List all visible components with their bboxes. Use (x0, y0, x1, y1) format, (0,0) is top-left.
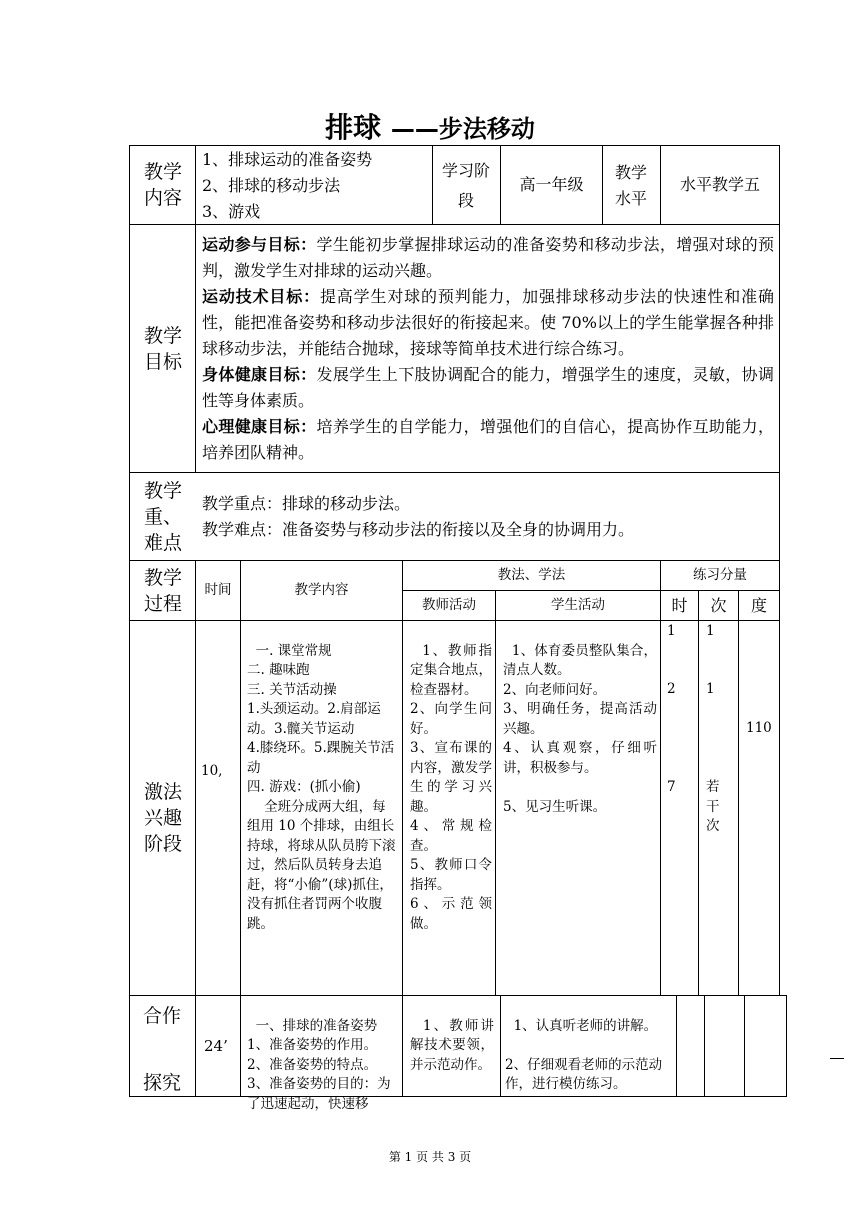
stage1-ci: 1 (706, 681, 715, 697)
row-divider (129, 472, 780, 473)
content-label: 教学内容 (143, 161, 182, 209)
stage2-label-top: 合作 (143, 1005, 182, 1027)
stage1-student: 1、体育委员整队集合，清点人数。 2、向老师问好。 3、明确任务，提高活动兴趣。 4、认真观察，仔细听讲，积极参与。 5、见习生听课。 (503, 642, 657, 815)
row-divider (129, 995, 787, 996)
title-sub: ——步法移动 (390, 115, 535, 143)
keypoint-focus: 教学重点：排球的移动步法。 (202, 494, 411, 513)
teacher-header: 教师活动 (422, 596, 476, 613)
content-item: 2、排球的移动步法 (202, 176, 341, 195)
col-divider (495, 590, 496, 995)
stage2-time: 24’ (204, 1037, 228, 1055)
content-item: 1、排球运动的准备姿势 (202, 150, 373, 169)
level-label: 教学水平 (614, 163, 647, 208)
stage2-teacher: 1、教师讲解技术要领，并示范动作。 (410, 1017, 494, 1073)
goal-item: 身体健康目标：发展学生上下肢协调配合的能力，增强学生的速度，灵敏，协调性等身体素质。 (202, 365, 774, 410)
stage1-shi: 2 (667, 681, 676, 697)
goal-heading: 运动技术目标： (202, 287, 320, 306)
table-border-right-upper (779, 145, 780, 995)
keypoints-label: 教学重、难点 (143, 479, 182, 554)
col-divider (738, 590, 739, 995)
level-value: 水平教学五 (679, 175, 760, 194)
goal-item: 运动参与目标：学生能初步掌握排球运动的准备姿势和移动步法，增强对球的预判，激发学生对排球的运动兴趣。 (202, 235, 774, 280)
col-divider (704, 995, 705, 1096)
table-border-right-lower (786, 995, 787, 1097)
stage1-du: 110 (746, 720, 772, 736)
goals-text (202, 232, 774, 466)
method-header: 教法、学法 (497, 566, 566, 583)
stage2-label-bottom: 探究 (143, 1072, 182, 1094)
time-header: 时间 (204, 581, 232, 598)
page-mark (830, 1058, 844, 1059)
row-divider (129, 620, 780, 621)
content-header: 教学内容 (294, 581, 349, 598)
page-footer: 第 1 页 共 3 页 (388, 1150, 472, 1164)
col-divider (240, 560, 241, 1096)
stage1-shi: 1 (667, 623, 676, 639)
col-divider (195, 560, 196, 1096)
ci-header: 次 (710, 595, 727, 615)
col-divider (698, 590, 699, 995)
col-divider (660, 560, 661, 995)
title-main: 排球 (325, 111, 382, 144)
student-header: 学生活动 (551, 596, 605, 613)
stage1-time: 10, (201, 763, 223, 779)
goal-heading: 心理健康目标： (202, 417, 317, 436)
goal-heading: 身体健康目标： (202, 365, 317, 384)
goal-item: 运动技术目标：提高学生对球的预判能力，加强排球移动步法的快速性和准确性，能把准备姿势和移动步法很好的衔接起来。使 70%以上的学生能掌握各种排球移动步法，并能结合抛球，接球等简单技术进行综合练习。 (202, 287, 774, 358)
stage1-shi: 7 (667, 779, 676, 795)
document-title (0, 106, 860, 146)
col-divider (500, 995, 501, 1096)
stage1-ci: 若 干 次 (706, 779, 720, 834)
col-divider (602, 145, 603, 224)
table-border-bottom (129, 1096, 787, 1097)
content-item: 3、游戏 (202, 202, 261, 221)
keypoints-text (202, 491, 774, 543)
shi-header: 时 (671, 595, 688, 615)
stage-value: 高一年级 (519, 175, 584, 194)
practice-header: 练习分量 (693, 566, 747, 583)
goals-label: 教学目标 (143, 324, 182, 373)
stage1-teacher: 1、教师指定集合地点，检查器材。 2、向学生问好。 3、宣布课的内容，激发学生的学习兴趣。 4、常规检查。 5、教师口令指挥。 6、示范领做。 (410, 642, 492, 932)
du-header: 度 (750, 595, 767, 615)
content-list (202, 147, 430, 225)
stage-label: 学习阶段 (441, 161, 490, 210)
col-divider (744, 995, 745, 1096)
keypoint-difficulty: 教学难点：准备姿势与移动步法的衔接以及全身的协调用力。 (202, 520, 635, 539)
stage2-content: 一、排球的准备姿势 1、准备姿势的作用。 2、准备姿势的特点。 3、准备姿势的目的：为了迅速起动，快速移 (247, 1017, 391, 1112)
goal-heading: 运动参与目标： (202, 235, 317, 254)
stage1-content: 一. 课堂常规 二. 趣味跑 三. 关节活动操 1.头颈运动。2.肩部运动。3.髋关节运动 4.膝绕环。5.踝腕关节活动 四. 游戏：(抓小偷) 全班分成两大组，每组用 10 个排球，由组长持球，将球从队员胯下滚过，然后队员转身去追赶，将“小偷”(球)抓住，没有抓住者罚两个收腹跳。 (247, 642, 396, 932)
col-divider (195, 145, 196, 472)
stage2-student: 1、认真听老师的讲解。 2、仔细观看老师的示范动作，进行模仿练习。 (505, 1017, 663, 1092)
col-divider (402, 560, 403, 1096)
goal-item: 心理健康目标：培养学生的自学能力，增强他们的自信心，提高协作互助能力，培养团队精神。 (202, 417, 774, 462)
stage1-ci: 1 (706, 623, 715, 639)
col-divider (432, 145, 433, 224)
stage1-label: 激法兴趣阶段 (143, 781, 182, 855)
process-label: 教学过程 (143, 566, 182, 615)
table-border-left (129, 145, 130, 1097)
col-divider (676, 995, 677, 1096)
